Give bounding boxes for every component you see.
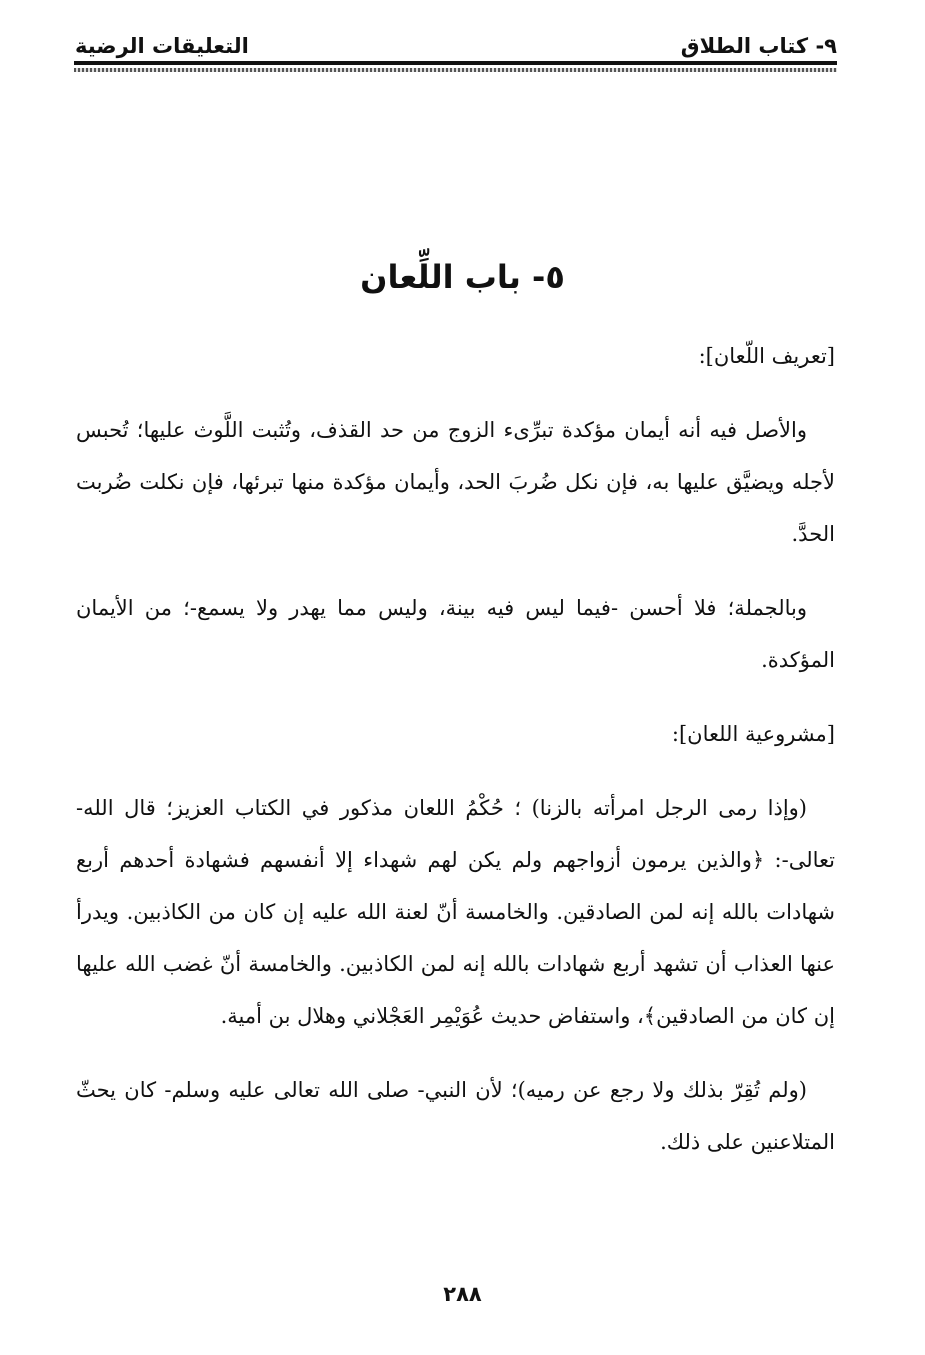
- header-book-title: التعليقات الرضية: [75, 34, 249, 58]
- paragraph: وبالجملة؛ فلا أحسن -فيما ليس فيه بينة، وليس مما يهدر ولا يسمع-؛ من الأيمان المؤكدة.: [76, 596, 835, 672]
- paragraph: (ولم تُقِرّ بذلك ولا رجع عن رميه)؛ لأن النبي- صلى الله تعالى عليه وسلم- كان يحثّ المتلاعنين على ذلك.: [76, 1078, 835, 1154]
- header-chapter-title: ٩- كتاب الطلاق: [680, 34, 837, 58]
- page-body: [76, 330, 835, 1190]
- paragraph: (وإذا رمى الرجل امرأته بالزنا) ؛ حُكْمُ اللعان مذكور في الكتاب العزيز؛ قال الله-تعالى-: ﴿والذين يرمون أزواجهم ولم يكن لهم شهداء إلا أنفسهم فشهادة أحدهم أربع شهادات بالله إنه لمن الصادقين. والخامسة أنّ لعنة الله عليه إن كان من الكاذبين. ويدرأ عنها العذاب أن تشهد أربع شهادات بالله إنه لمن الكاذبين. والخامسة أنّ غضب الله عليها إن كان من الصادقين﴾، واستفاض حديث عُوَيْمِر العَجْلاني وهلال بن أمية.: [76, 796, 835, 1028]
- chapter-title: ٥- باب اللِّعان: [360, 258, 565, 296]
- section-heading-definition: [تعريف اللّعان]:: [698, 344, 835, 368]
- header-rule-dotted: [74, 68, 837, 72]
- section-heading-legitimacy: [مشروعية اللعان]:: [671, 722, 835, 746]
- paragraph: والأصل فيه أنه أيمان مؤكدة تبرِّىء الزوج من حد القذف، وتُثبت اللَّوث عليها؛ تُحبس لأجله ويضيَّق عليها به، فإن نكل ضُربَ الحد، وأيمان مؤكدة منها تبرئها، فإن نكلت ضُربت الحدَّ.: [76, 418, 835, 546]
- page-number: ٢٨٨: [443, 1282, 482, 1306]
- header-rule: [74, 61, 837, 65]
- running-header: [75, 28, 837, 58]
